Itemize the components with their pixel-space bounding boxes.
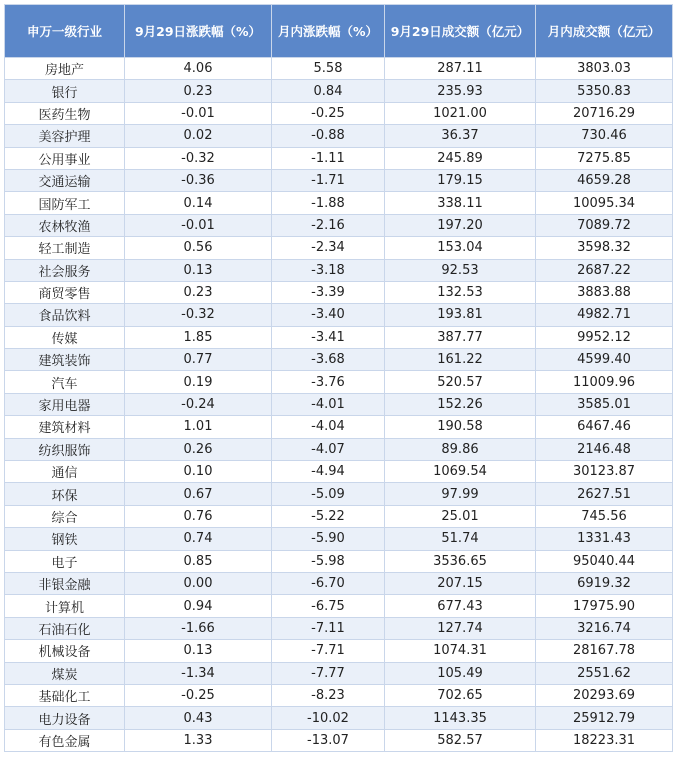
monthly-turnover-cell: 3216.74 [536,617,673,639]
daily-change-cell: -0.24 [125,393,272,415]
table-row [5,371,673,393]
industry-name-cell: 钢铁 [5,528,125,550]
monthly-turnover-cell: 11009.96 [536,371,673,393]
daily-turnover-cell: 520.57 [385,371,536,393]
monthly-turnover-cell: 18223.31 [536,729,673,751]
daily-change-cell: 1.85 [125,326,272,348]
industry-name-cell: 基础化工 [5,684,125,706]
table-row [5,595,673,617]
daily-change-cell: -0.01 [125,214,272,236]
daily-change-cell: -0.01 [125,102,272,124]
daily-change-cell: 1.01 [125,416,272,438]
daily-turnover-cell: 338.11 [385,192,536,214]
daily-turnover-cell: 36.37 [385,125,536,147]
industry-name-cell: 通信 [5,461,125,483]
daily-change-cell: -1.34 [125,662,272,684]
table-row [5,237,673,259]
daily-change-cell: 0.74 [125,528,272,550]
daily-turnover-cell: 245.89 [385,147,536,169]
daily-change-cell: 0.00 [125,572,272,594]
daily-turnover-cell: 207.15 [385,572,536,594]
daily-change-cell: 0.43 [125,707,272,729]
table-row [5,729,673,751]
header-daily-change: 9月29日涨跌幅（%） [125,5,272,58]
table-row [5,349,673,371]
daily-change-cell: 1.33 [125,729,272,751]
monthly-turnover-cell: 4982.71 [536,304,673,326]
daily-turnover-cell: 582.57 [385,729,536,751]
daily-change-cell: 4.06 [125,58,272,80]
daily-change-cell: 0.23 [125,281,272,303]
table-row [5,214,673,236]
daily-turnover-cell: 89.86 [385,438,536,460]
industry-name-cell: 商贸零售 [5,281,125,303]
industry-name-cell: 综合 [5,505,125,527]
monthly-turnover-cell: 5350.83 [536,80,673,102]
monthly-change-cell: -5.09 [272,483,385,505]
table-row [5,147,673,169]
table-row [5,438,673,460]
daily-turnover-cell: 677.43 [385,595,536,617]
daily-change-cell: 0.19 [125,371,272,393]
monthly-turnover-cell: 20293.69 [536,684,673,706]
daily-turnover-cell: 702.65 [385,684,536,706]
monthly-turnover-cell: 2551.62 [536,662,673,684]
monthly-change-cell: -6.70 [272,572,385,594]
monthly-turnover-cell: 4599.40 [536,349,673,371]
industry-name-cell: 电力设备 [5,707,125,729]
industry-name-cell: 银行 [5,80,125,102]
monthly-turnover-cell: 10095.34 [536,192,673,214]
monthly-change-cell: -5.98 [272,550,385,572]
industry-name-cell: 有色金属 [5,729,125,751]
daily-change-cell: -0.36 [125,169,272,191]
monthly-change-cell: -1.71 [272,169,385,191]
industry-name-cell: 家用电器 [5,393,125,415]
monthly-turnover-cell: 4659.28 [536,169,673,191]
industry-name-cell: 汽车 [5,371,125,393]
monthly-change-cell: -5.22 [272,505,385,527]
daily-change-cell: 0.67 [125,483,272,505]
daily-turnover-cell: 153.04 [385,237,536,259]
monthly-turnover-cell: 2687.22 [536,259,673,281]
industry-performance-table [4,4,673,752]
industry-name-cell: 纺织服饰 [5,438,125,460]
monthly-change-cell: -4.07 [272,438,385,460]
daily-turnover-cell: 287.11 [385,58,536,80]
table-row [5,259,673,281]
table-row [5,102,673,124]
table-row [5,416,673,438]
industry-name-cell: 社会服务 [5,259,125,281]
monthly-turnover-cell: 3585.01 [536,393,673,415]
daily-change-cell: -0.25 [125,684,272,706]
daily-change-cell: 0.02 [125,125,272,147]
monthly-turnover-cell: 6467.46 [536,416,673,438]
table-row [5,640,673,662]
industry-name-cell: 煤炭 [5,662,125,684]
header-monthly-turnover: 月内成交额（亿元） [536,5,673,58]
daily-change-cell: 0.77 [125,349,272,371]
monthly-change-cell: -7.11 [272,617,385,639]
industry-name-cell: 传媒 [5,326,125,348]
industry-name-cell: 交通运输 [5,169,125,191]
industry-table-container [4,4,672,752]
industry-name-cell: 房地产 [5,58,125,80]
industry-name-cell: 电子 [5,550,125,572]
daily-turnover-cell: 190.58 [385,416,536,438]
monthly-turnover-cell: 730.46 [536,125,673,147]
daily-turnover-cell: 152.26 [385,393,536,415]
industry-name-cell: 国防军工 [5,192,125,214]
daily-change-cell: 0.85 [125,550,272,572]
monthly-change-cell: -4.01 [272,393,385,415]
table-row [5,326,673,348]
daily-turnover-cell: 127.74 [385,617,536,639]
daily-change-cell: 0.56 [125,237,272,259]
daily-turnover-cell: 193.81 [385,304,536,326]
industry-name-cell: 环保 [5,483,125,505]
industry-name-cell: 医药生物 [5,102,125,124]
header-monthly-change: 月内涨跌幅（%） [272,5,385,58]
table-row [5,505,673,527]
monthly-turnover-cell: 2627.51 [536,483,673,505]
daily-change-cell: -0.32 [125,304,272,326]
daily-turnover-cell: 179.15 [385,169,536,191]
daily-turnover-cell: 235.93 [385,80,536,102]
monthly-change-cell: -7.71 [272,640,385,662]
monthly-turnover-cell: 7089.72 [536,214,673,236]
table-row [5,461,673,483]
industry-name-cell: 农林牧渔 [5,214,125,236]
daily-turnover-cell: 387.77 [385,326,536,348]
table-row [5,572,673,594]
daily-change-cell: 0.76 [125,505,272,527]
daily-change-cell: 0.13 [125,259,272,281]
table-row [5,304,673,326]
daily-change-cell: 0.23 [125,80,272,102]
monthly-turnover-cell: 25912.79 [536,707,673,729]
table-row [5,550,673,572]
table-row [5,58,673,80]
monthly-turnover-cell: 3803.03 [536,58,673,80]
monthly-change-cell: -7.77 [272,662,385,684]
industry-name-cell: 非银金融 [5,572,125,594]
monthly-change-cell: -2.16 [272,214,385,236]
daily-turnover-cell: 51.74 [385,528,536,550]
header-industry: 申万一级行业 [5,5,125,58]
daily-turnover-cell: 1021.00 [385,102,536,124]
monthly-turnover-cell: 745.56 [536,505,673,527]
monthly-turnover-cell: 7275.85 [536,147,673,169]
daily-change-cell: 0.94 [125,595,272,617]
monthly-turnover-cell: 6919.32 [536,572,673,594]
header-daily-turnover: 9月29日成交额（亿元） [385,5,536,58]
monthly-turnover-cell: 30123.87 [536,461,673,483]
industry-name-cell: 建筑材料 [5,416,125,438]
daily-turnover-cell: 25.01 [385,505,536,527]
monthly-turnover-cell: 9952.12 [536,326,673,348]
table-row [5,169,673,191]
daily-change-cell: 0.13 [125,640,272,662]
daily-change-cell: 0.26 [125,438,272,460]
monthly-change-cell: -3.41 [272,326,385,348]
table-body [5,58,673,752]
monthly-change-cell: -4.04 [272,416,385,438]
monthly-turnover-cell: 17975.90 [536,595,673,617]
monthly-turnover-cell: 3883.88 [536,281,673,303]
monthly-change-cell: 0.84 [272,80,385,102]
industry-name-cell: 公用事业 [5,147,125,169]
monthly-change-cell: -3.18 [272,259,385,281]
daily-change-cell: 0.14 [125,192,272,214]
daily-change-cell: -0.32 [125,147,272,169]
monthly-turnover-cell: 1331.43 [536,528,673,550]
monthly-change-cell: -13.07 [272,729,385,751]
daily-turnover-cell: 132.53 [385,281,536,303]
industry-name-cell: 建筑装饰 [5,349,125,371]
industry-name-cell: 轻工制造 [5,237,125,259]
monthly-change-cell: -4.94 [272,461,385,483]
monthly-change-cell: -10.02 [272,707,385,729]
monthly-change-cell: -3.39 [272,281,385,303]
industry-name-cell: 美容护理 [5,125,125,147]
daily-turnover-cell: 97.99 [385,483,536,505]
table-row [5,483,673,505]
industry-name-cell: 机械设备 [5,640,125,662]
daily-turnover-cell: 92.53 [385,259,536,281]
table-row [5,393,673,415]
table-row [5,192,673,214]
table-row [5,662,673,684]
monthly-change-cell: -1.88 [272,192,385,214]
monthly-change-cell: -8.23 [272,684,385,706]
monthly-change-cell: -0.88 [272,125,385,147]
monthly-turnover-cell: 20716.29 [536,102,673,124]
monthly-change-cell: -5.90 [272,528,385,550]
monthly-turnover-cell: 2146.48 [536,438,673,460]
table-header-row [5,5,673,58]
daily-turnover-cell: 1143.35 [385,707,536,729]
monthly-change-cell: -6.75 [272,595,385,617]
table-row [5,617,673,639]
daily-turnover-cell: 1074.31 [385,640,536,662]
monthly-turnover-cell: 95040.44 [536,550,673,572]
daily-turnover-cell: 197.20 [385,214,536,236]
monthly-turnover-cell: 28167.78 [536,640,673,662]
monthly-turnover-cell: 3598.32 [536,237,673,259]
table-row [5,281,673,303]
daily-change-cell: -1.66 [125,617,272,639]
monthly-change-cell: -3.76 [272,371,385,393]
monthly-change-cell: -3.40 [272,304,385,326]
monthly-change-cell: -1.11 [272,147,385,169]
table-row [5,707,673,729]
table-row [5,528,673,550]
daily-turnover-cell: 1069.54 [385,461,536,483]
daily-change-cell: 0.10 [125,461,272,483]
industry-name-cell: 食品饮料 [5,304,125,326]
industry-name-cell: 计算机 [5,595,125,617]
daily-turnover-cell: 3536.65 [385,550,536,572]
table-row [5,684,673,706]
monthly-change-cell: -3.68 [272,349,385,371]
monthly-change-cell: 5.58 [272,58,385,80]
monthly-change-cell: -2.34 [272,237,385,259]
daily-turnover-cell: 161.22 [385,349,536,371]
monthly-change-cell: -0.25 [272,102,385,124]
industry-name-cell: 石油石化 [5,617,125,639]
table-row [5,80,673,102]
daily-turnover-cell: 105.49 [385,662,536,684]
table-row [5,125,673,147]
